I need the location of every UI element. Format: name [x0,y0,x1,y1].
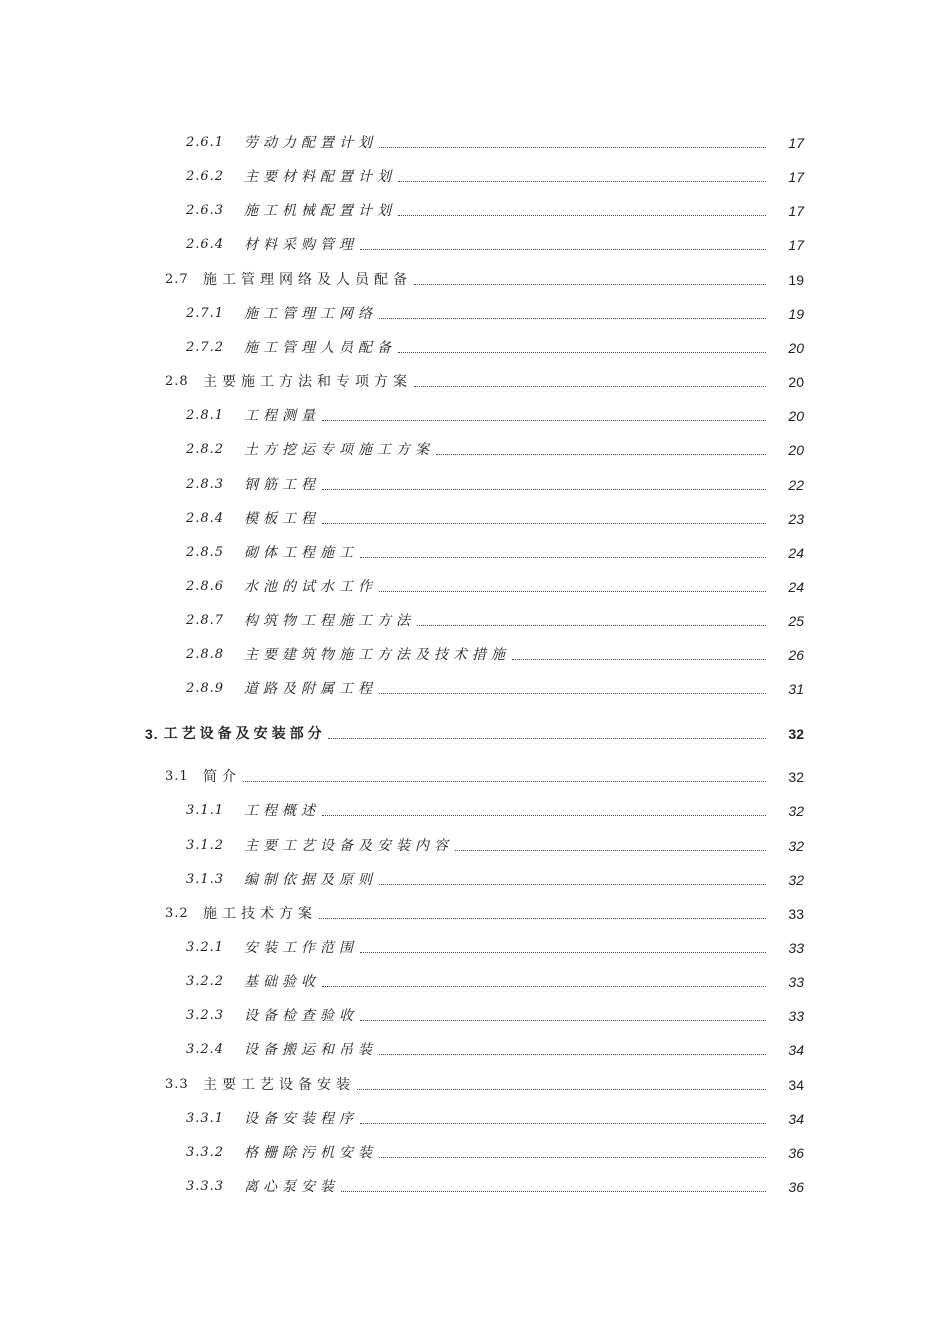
toc-entry[interactable] [186,540,804,562]
toc-entry-title: 简介 [203,769,241,786]
dot-leader [379,1053,766,1055]
toc-entry-number: 3.2.4 [186,1042,225,1058]
toc-entry[interactable] [186,1140,804,1162]
toc-entry[interactable] [165,369,804,391]
toc-entry-title: 钢筋工程 [244,476,320,493]
toc-entry-number: 3.2.3 [186,1008,225,1024]
toc-entry-title: 主要材料配置计划 [244,169,396,186]
toc-entry[interactable] [186,403,804,425]
toc-entry[interactable] [186,437,804,459]
toc-entry-page: 17 [788,135,804,151]
toc-entry-number: 2.6.4 [186,237,225,253]
toc-entry-number: 3.1.3 [186,871,225,887]
toc-entry[interactable] [165,764,804,786]
toc-entry-page: 20 [788,374,804,391]
toc-entry[interactable] [186,798,804,820]
toc-entry-page: 24 [788,578,804,595]
dot-leader [357,1088,766,1090]
dot-leader [398,214,766,216]
toc-entry-title: 模板工程 [244,510,320,527]
toc-entry-number: 2.8.7 [186,613,225,629]
toc-entry-page: 34 [788,1110,804,1127]
toc-entry-number: 3.3 [165,1076,189,1092]
toc-entry-number: 2.6.2 [186,169,225,185]
toc-entry-title: 工程概述 [244,803,320,820]
toc-entry[interactable] [165,267,804,289]
toc-entry-page: 20 [788,408,804,425]
toc-entry-number: 3.1.1 [186,803,225,819]
toc-entry-page: 26 [788,647,804,664]
toc-entry-number: 3.1.2 [186,837,225,853]
dot-leader [379,590,766,592]
toc-entry[interactable] [186,301,804,323]
toc-entry[interactable] [186,833,804,855]
toc-entry-title: 编制依据及原则 [244,871,377,888]
toc-entry-page: 34 [788,1042,804,1059]
dot-leader [414,283,766,285]
toc-entry-title: 主要工艺设备安装 [203,1076,355,1093]
toc-entry-title: 基础验收 [244,974,320,991]
toc-entry-number: 3.2 [165,905,189,921]
dot-leader [379,317,766,319]
toc-entry-number: 3.1 [165,769,189,785]
toc-entry[interactable] [186,506,804,528]
toc-entry-title: 土方挖运专项施工方案 [244,442,434,459]
dot-leader [398,351,766,353]
toc-entry-number: 2.8.5 [186,544,225,560]
toc-entry-title: 离心泵安装 [244,1179,339,1195]
toc-entry[interactable] [186,1174,804,1196]
toc-entry-number: 2.7.2 [186,339,225,355]
toc-entry[interactable] [186,335,804,357]
toc-entry-title: 格栅除污机安装 [244,1144,377,1161]
dot-leader [455,849,766,851]
toc-entry-title: 劳动力配置计划 [244,135,377,151]
dot-leader [417,624,766,626]
toc-entry[interactable] [186,232,804,254]
dot-leader [379,146,766,148]
toc-entry-number: 2.7.1 [186,305,225,321]
toc-entry-number: 2.8.1 [186,408,225,424]
toc-entry-page: 33 [788,939,804,956]
dot-leader [360,556,766,558]
toc-entry[interactable] [145,721,804,743]
toc-entry[interactable] [186,867,804,889]
dot-leader [379,1156,766,1158]
toc-entry[interactable] [186,472,804,494]
toc-entry-title: 主要建筑物施工方法及技术措施 [244,647,510,664]
toc-entry[interactable] [186,164,804,186]
dot-leader [360,1019,766,1021]
toc-entry-page: 32 [788,871,804,888]
toc-entry-title: 设备搬运和吊装 [244,1042,377,1059]
toc-entry-number: 3.2.1 [186,939,225,955]
toc-entry-number: 3. [145,725,164,742]
toc-entry-title: 施工管理人员配备 [244,339,396,356]
toc-entry[interactable] [186,935,804,957]
toc-entry-page: 32 [788,837,804,854]
toc-entry-page: 19 [788,305,804,322]
dot-leader [319,917,766,919]
toc-entry-page: 25 [788,613,804,630]
toc-entry-number: 3.3.1 [186,1110,225,1126]
dot-leader [322,488,766,490]
dot-leader [360,1122,766,1124]
toc-entry-number: 2.8.6 [186,578,225,594]
toc-entry-title: 施工管理网络及人员配备 [203,271,412,288]
dot-leader [322,522,766,524]
toc-entry-page: 36 [788,1144,804,1161]
toc-entry-title: 施工技术方案 [203,905,317,922]
dot-leader [328,737,766,739]
toc-entry-page: 24 [788,544,804,561]
toc-entry[interactable] [186,642,804,664]
toc-entry[interactable] [165,901,804,923]
dot-leader [322,419,766,421]
toc-entry[interactable] [186,198,804,220]
toc-entry-title: 设备安装程序 [244,1110,358,1127]
toc-entry-page: 33 [788,905,804,922]
toc-entry-page: 17 [788,237,804,254]
toc-entry-title: 施工管理工网络 [244,305,377,322]
toc-entry-title: 主要施工方法和专项方案 [203,374,412,391]
dot-leader [360,248,766,250]
dot-leader [341,1190,766,1192]
toc-entry-page: 32 [788,803,804,820]
toc-entry-page: 32 [788,725,804,742]
toc-entry-number: 2.8 [165,374,189,390]
toc-entry-title: 施工机械配置计划 [244,203,396,220]
dot-leader [322,814,766,816]
toc-entry[interactable] [165,1072,804,1094]
toc-entry-number: 3.3.3 [186,1179,225,1194]
toc-entry-page: 20 [788,339,804,356]
toc-entry-page: 33 [788,1008,804,1025]
toc-entry-number: 3.2.2 [186,974,225,990]
toc-entry-page: 22 [788,476,804,493]
toc-entry-title: 水池的试水工作 [244,578,377,595]
dot-leader [379,692,766,694]
dot-leader [243,780,766,782]
toc-entry[interactable] [186,608,804,630]
toc-entry-number: 2.8.4 [186,510,225,526]
toc-entry-page: 17 [788,169,804,186]
toc-entry-page: 32 [788,769,804,786]
dot-leader [436,453,766,455]
toc-entry[interactable] [186,130,804,152]
toc-entry-number: 2.8.8 [186,647,225,663]
dot-leader [398,180,766,182]
dot-leader [414,385,766,387]
toc-entry-title: 道路及附属工程 [244,681,377,698]
toc-entry[interactable] [186,1037,804,1059]
toc-entry-title: 安装工作范围 [244,939,358,956]
toc-entry-title: 工程测量 [244,408,320,425]
toc-entry-page: 34 [788,1076,804,1093]
toc-entry-page: 20 [788,442,804,459]
toc-entry-title: 主要工艺设备及安装内容 [244,837,453,854]
toc-entry-number: 2.7 [165,271,189,287]
toc-entry-page: 36 [788,1179,804,1195]
toc-entry-number: 2.6.1 [186,135,225,150]
toc-entry-number: 3.3.2 [186,1144,225,1160]
toc-entry-page: 33 [788,974,804,991]
dot-leader [512,658,766,660]
toc-entry[interactable] [186,969,804,991]
toc-entry-title: 构筑物工程施工方法 [244,613,415,630]
toc-entry[interactable] [186,1106,804,1128]
toc-entry-title: 工艺设备及安装部分 [163,725,326,742]
toc-entry-number: 2.6.3 [186,203,225,219]
toc-entry-page: 23 [788,510,804,527]
toc-entry[interactable] [186,574,804,596]
toc-entry-page: 17 [788,203,804,220]
toc-entry-number: 2.8.3 [186,476,225,492]
toc-entry-title: 设备检查验收 [244,1008,358,1025]
toc-entry-title: 砌体工程施工 [244,544,358,561]
toc-entry-page: 31 [788,681,804,698]
toc-entry-title: 材料采购管理 [244,237,358,254]
dot-leader [379,883,766,885]
toc-entry-number: 2.8.2 [186,442,225,458]
toc-entry-number: 2.8.9 [186,681,225,697]
toc-entry-page: 19 [788,271,804,288]
dot-leader [360,951,766,953]
toc-entry[interactable] [186,1003,804,1025]
dot-leader [322,985,766,987]
toc-entry[interactable] [186,676,804,698]
